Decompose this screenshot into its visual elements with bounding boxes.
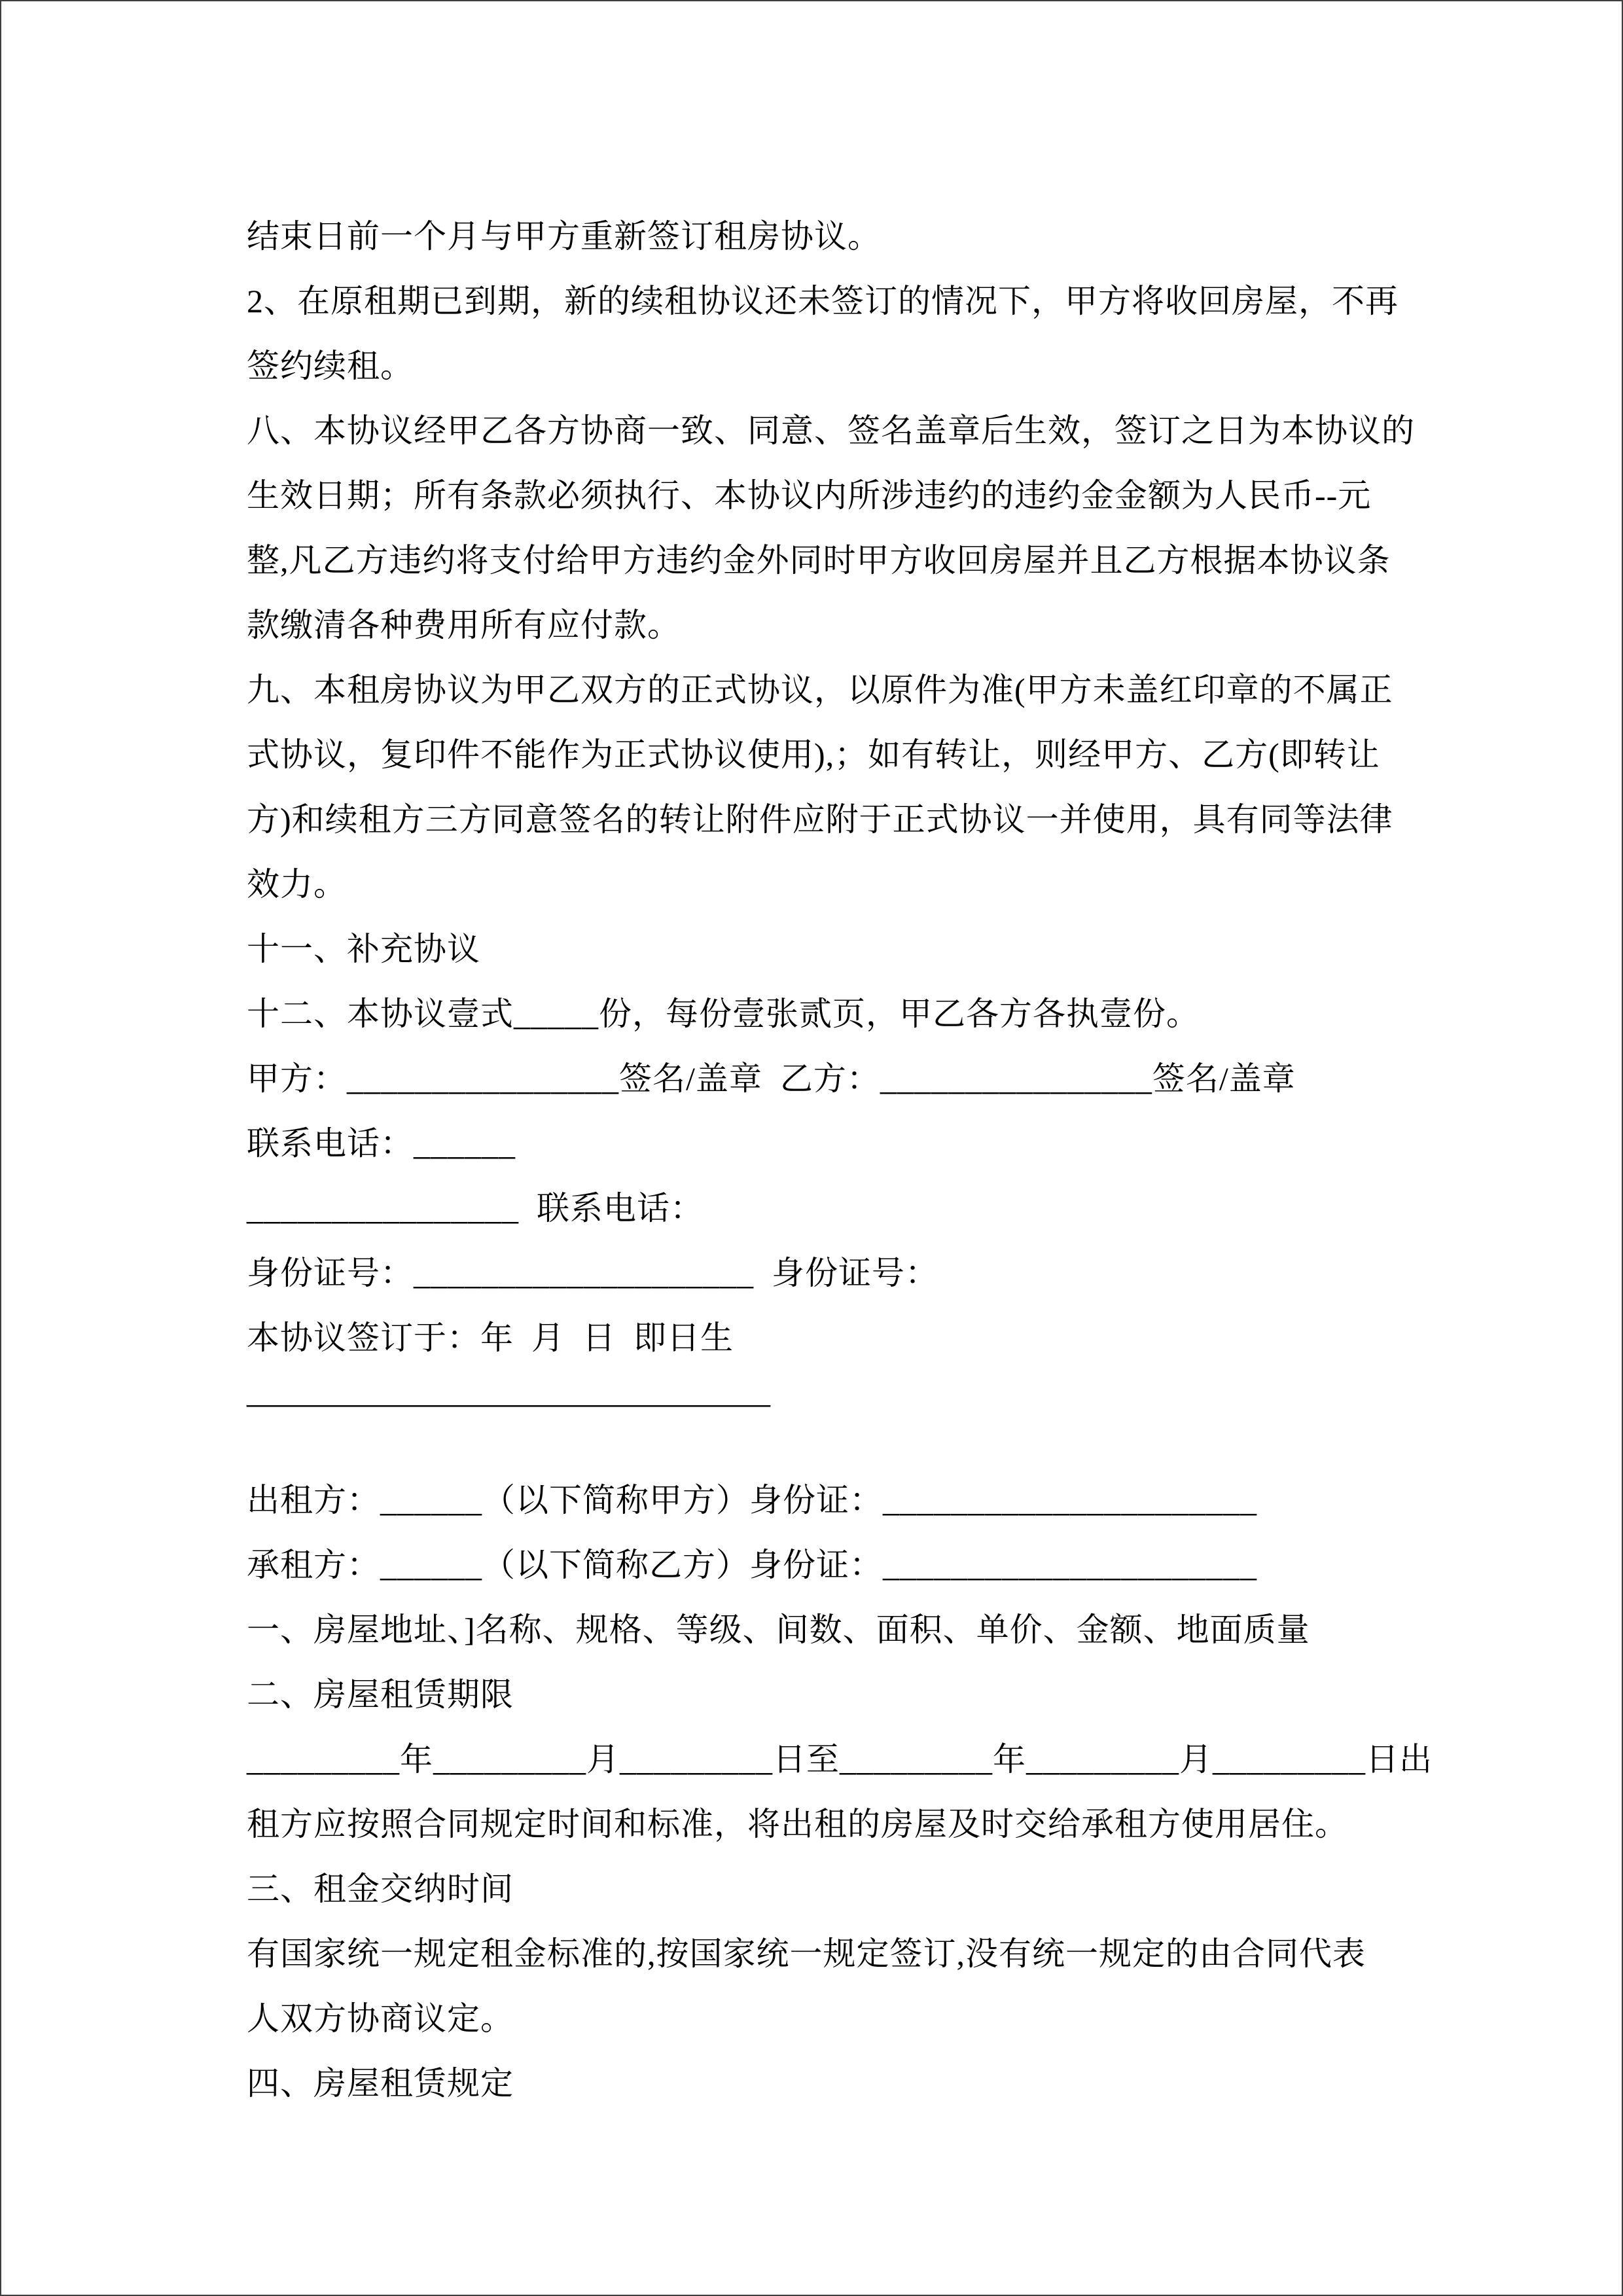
clause-9-line: 效力。 xyxy=(247,866,347,903)
contact-phone-line: 联系电话：______ xyxy=(247,1125,516,1162)
lease-term-blanks-line: _________年_________月_________日至_________年_________月_________日出 xyxy=(247,1741,1433,1778)
lease-term-line: 租方应按照合同规定时间和标准，将出租的房屋及时交给承租方使用居住。 xyxy=(247,1806,1348,1842)
clause-4-heading: 四、房屋租赁规定 xyxy=(247,2065,514,2102)
document-line: 结束日前一个月与甲方重新签订租房协议。 xyxy=(247,218,881,255)
clause-3-line: 有国家统一规定租金标准的,按国家统一规定签订,没有统一规定的由合同代表 xyxy=(247,1935,1366,1972)
lessor-line: 出租方：______（以下简称甲方）身份证：______________________ xyxy=(247,1482,1257,1518)
clause-3-heading: 三、租金交纳时间 xyxy=(247,1871,514,1907)
clause-3-line: 人双方协商议定。 xyxy=(247,2000,514,2037)
separator-dashes: ———————————————— xyxy=(247,1384,770,1421)
clause-9-line: 方)和续租方三方同意签名的转让附件应附于正式协议一并使用，具有同等法律 xyxy=(247,801,1393,838)
clause-2-heading: 二、房屋租赁期限 xyxy=(247,1676,514,1713)
signing-date-line: 本协议签订于：年 月 日 即日生 xyxy=(247,1319,734,1356)
document-line: 签约续租。 xyxy=(247,348,414,384)
clause-9-line: 式协议，复印件不能作为正式协议使用),；如有转让，则经甲方、乙方(即转让 xyxy=(247,736,1380,773)
clause-9-line: 九、本租房协议为甲乙双方的正式协议，以原件为准(甲方未盖红印章的不属正 xyxy=(247,672,1393,708)
clause-8-line: 款缴清各种费用所有应付款。 xyxy=(247,607,681,643)
clause-8-line: 八、本协议经甲乙各方协商一致、同意、签名盖章后生效，签订之日为本协议的 xyxy=(247,412,1415,449)
clause-12-line: 十二、本协议壹式_____份，每份壹张贰页，甲乙各方各执壹份。 xyxy=(247,996,1200,1032)
lessee-line: 承租方：______（以下简称乙方）身份证：______________________ xyxy=(247,1547,1257,1583)
document-line: 2、在原租期已到期，新的续租协议还未签订的情况下，甲方将收回房屋，不再 xyxy=(247,283,1399,319)
document-body xyxy=(247,204,1433,2116)
clause-1-heading: 一、房屋地址、]名称、规格、等级、间数、面积、单价、金额、地面质量 xyxy=(247,1611,1310,1648)
clause-8-line: 生效日期；所有条款必须执行、本协议内所涉违约的违约金金额为人民币--元 xyxy=(247,477,1372,514)
clause-8-line: 整,凡乙方违约将支付给甲方违约金外同时甲方收回房屋并且乙方根据本协议条 xyxy=(247,542,1391,579)
id-number-line: 身份证号：____________________ 身份证号： xyxy=(247,1255,938,1291)
signature-line: 甲方：________________签名/盖章 乙方：________________签名/盖章 xyxy=(247,1060,1296,1097)
clause-11-heading: 十一、补充协议 xyxy=(247,931,480,967)
contact-phone-line: ________________ 联系电话： xyxy=(247,1190,704,1227)
